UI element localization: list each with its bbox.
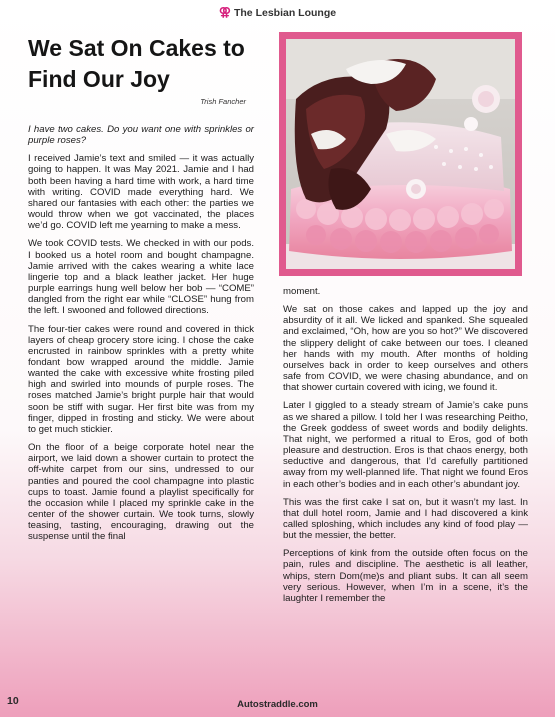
article-column-right: [283, 286, 528, 611]
paragraph: On the floor of a beige corporate hotel near the airport, we laid down a shower curtain to protect the off-white carpet from our sins, undressed to our panties and poured the cool champagne into plastic cups to toast. Jamie found a playlist specifically for the occasion while I placed my sprinkle cake in the center of the shower curtain. We took turns, slowly teasing, tasting, encouraging, drawing out the suspense until the final: [28, 442, 254, 543]
photo-frame: [279, 32, 522, 276]
article-column-left: [28, 124, 254, 549]
paragraph: Perceptions of kink from the outside often focus on the pain, rules and discipline. The aesthetic is all leather, whips, stern Dom(me)s and pliant subs. It can all seem very serious. However, when I’m in a scene, it’s the laughter I remember the: [283, 548, 528, 604]
intro-text: I have two cakes. Do you want one with sprinkles or purple roses?: [28, 124, 254, 147]
article-title-line-2: Find Our Joy: [28, 66, 170, 92]
site-url[interactable]: Autostraddle.com: [237, 699, 318, 710]
smashed-cake-photo: [286, 39, 515, 269]
paragraph: This was the first cake I sat on, but it wasn’t my last. In that dull hotel room, Jamie and I had discovered a kink called sploshing, which includes any kind of food play — but the messier, the better.: [283, 496, 528, 542]
paragraph: The four-tier cakes were round and covered in thick layers of cheap grocery store icing. I chose the cake encrusted in rainbow sprinkles with a pretty white fondant bow wrapped around the middle. Jamie wanted the cake with excessive white frosting piled high and swirled into mounds of purple roses. The roses matched Jamie’s bright purple hair that would soon be stiff with sugar. Her first bite was from my finger, dipped in frosting and sticky. We were about to get much stickier.: [28, 323, 254, 435]
paragraph: I received Jamie’s text and smiled — it was actually going to happen. It was May 2021. Jamie and I had both been having a hard time with work, a hard time with writing. COVID made everything hard. We shared our fantasies with each other: the parties we would throw when we got vaccinated, the places we’d go. COVID left me yearning to make a mess.: [28, 153, 254, 232]
magazine-header: [0, 5, 555, 19]
paragraph: moment.: [283, 286, 321, 297]
article-title-line-1: We Sat On Cakes to: [28, 35, 245, 61]
paragraph: We took COVID tests. We checked in with our pods. I booked us a hotel room and bought champagne. Jamie arrived with the cakes wearing a white lace lingerie top and a black leather jacket. Her huge purple earrings hung well below her bob — “COME” dangled from the right ear while “CLOSE” hung from the left. I swooned and followed directions.: [28, 238, 254, 317]
paragraph: Later I giggled to a steady stream of Jamie’s cake puns as we shared a pillow. I told her I was researching Peitho, the Greek goddess of sweet words and bodily delights. That night, we performed a ritual to Eros, god of both pleasure and destruction. Eros is that chaos energy, both seductive and dangerous, that I’d carefully partitioned away from my well-planned life. That night we found Eros in each other’s bodies and in each other’s abundant joy.: [283, 400, 528, 490]
venus-symbols-icon: ⚢: [218, 5, 231, 19]
author-byline: Trish Fancher: [200, 97, 246, 106]
article-title: [28, 33, 268, 95]
site-name: The Lesbian Lounge: [233, 7, 337, 19]
paragraph: We sat on those cakes and lapped up the joy and absurdity of it all. We licked and spanked. She squealed and exclaimed, “Oh, how are you so hot?” We discovered the slippery delight of cake between our toes. I cleaned her hands with my mouth. After months of holding ourselves back in order to keep ourselves and others safe from COVID, we were chasing abundance, and on that shower curtain covered with icing, we found it.: [283, 304, 528, 394]
page-number: 10: [7, 695, 19, 707]
cake-illustration: [286, 39, 515, 269]
